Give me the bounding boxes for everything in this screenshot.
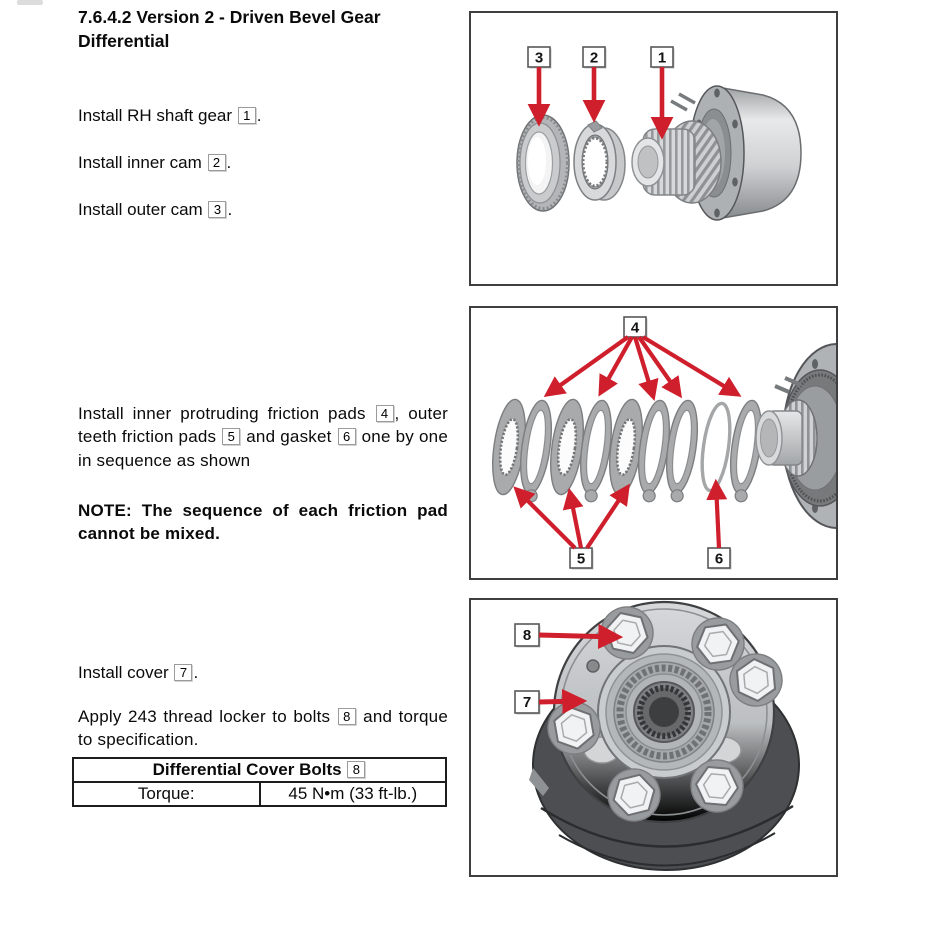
table-row [73, 782, 446, 806]
step-install-outer-cam [78, 199, 232, 220]
callout-8-arrow [539, 635, 617, 637]
step-text: Install RH shaft gear [78, 106, 237, 125]
callout-7-arrow [539, 701, 581, 702]
callout-2-number: 2 [589, 49, 599, 67]
callout-ref-4: 4 [376, 405, 394, 422]
callout-ref-5: 5 [222, 428, 240, 445]
para-text: Apply 243 thread locker to bolts [78, 707, 337, 726]
callout-ref-1: 1 [238, 107, 256, 124]
callout-ref-8: 8 [338, 708, 356, 725]
torque-spec-table [72, 757, 447, 807]
figure-friction-pads [469, 306, 838, 580]
callout-ref-8-table: 8 [347, 761, 365, 778]
callout-6-number: 6 [714, 550, 724, 568]
figure1-drawing [471, 13, 836, 284]
para-text: Install inner protruding friction pads [78, 404, 375, 423]
step-punct: . [227, 200, 233, 219]
step-punct: . [226, 153, 232, 172]
figure3-drawing [471, 600, 836, 875]
callout-1 [651, 47, 675, 134]
differential-housing-partial [756, 344, 836, 528]
scan-artifact [17, 0, 43, 5]
outer-cam-part [517, 115, 569, 211]
callout-3 [528, 47, 552, 121]
callout-7-number: 7 [522, 694, 532, 711]
step-punct: . [193, 663, 199, 682]
gasket-ring [697, 402, 734, 493]
callout-1-number: 1 [657, 49, 667, 67]
table-header-row [73, 758, 446, 782]
callout-3-number: 3 [534, 49, 544, 67]
table-header-text: Differential Cover Bolts [152, 760, 342, 779]
callout-ref-7: 7 [174, 664, 192, 681]
para-text: and torque to specification. [78, 707, 448, 750]
thread-locker-paragraph [78, 705, 448, 752]
para-text: , outer teeth friction pads [78, 404, 448, 447]
figure-exploded-cams [469, 11, 838, 286]
callout-ref-3: 3 [208, 201, 226, 218]
step-text: Install outer cam [78, 200, 208, 219]
callout-ref-6: 6 [338, 428, 356, 445]
step-install-cover [78, 662, 198, 683]
section-title: 7.6.4.2 Version 2 - Driven Bevel Gear Differential [78, 7, 381, 51]
callout-4-number: 4 [630, 319, 640, 337]
para-text: one by one in sequence as shown [78, 427, 448, 470]
callout-2 [583, 47, 607, 117]
callout-8-number: 8 [522, 627, 532, 644]
callout-6-arrow [716, 484, 719, 548]
torque-label-cell: Torque: [73, 782, 260, 806]
inner-cam-part [574, 121, 625, 200]
callout-4 [548, 317, 737, 396]
sequence-paragraph [78, 402, 448, 472]
rh-shaft-gear-part [632, 121, 721, 203]
housing-pins [671, 94, 695, 110]
table-header-cell [73, 758, 446, 782]
callout-6 [708, 484, 732, 570]
step-install-rh-shaft-gear [78, 105, 261, 126]
callout-4-arrows [548, 337, 737, 396]
figure-cover-bolts [469, 598, 838, 877]
note-paragraph: NOTE: The sequence of each friction pad cannot be mixed. [78, 501, 448, 544]
torque-value-cell: 45 N•m (33 ft-lb.) [260, 782, 447, 806]
callout-ref-2: 2 [208, 154, 226, 171]
para-text: and gasket [241, 427, 337, 447]
step-text: Install inner cam [78, 153, 207, 172]
callout-5-number: 5 [576, 550, 586, 568]
step-install-inner-cam [78, 152, 231, 173]
step-text: Install cover [78, 663, 174, 682]
step-punct: . [256, 106, 262, 125]
figure2-drawing [471, 308, 836, 578]
